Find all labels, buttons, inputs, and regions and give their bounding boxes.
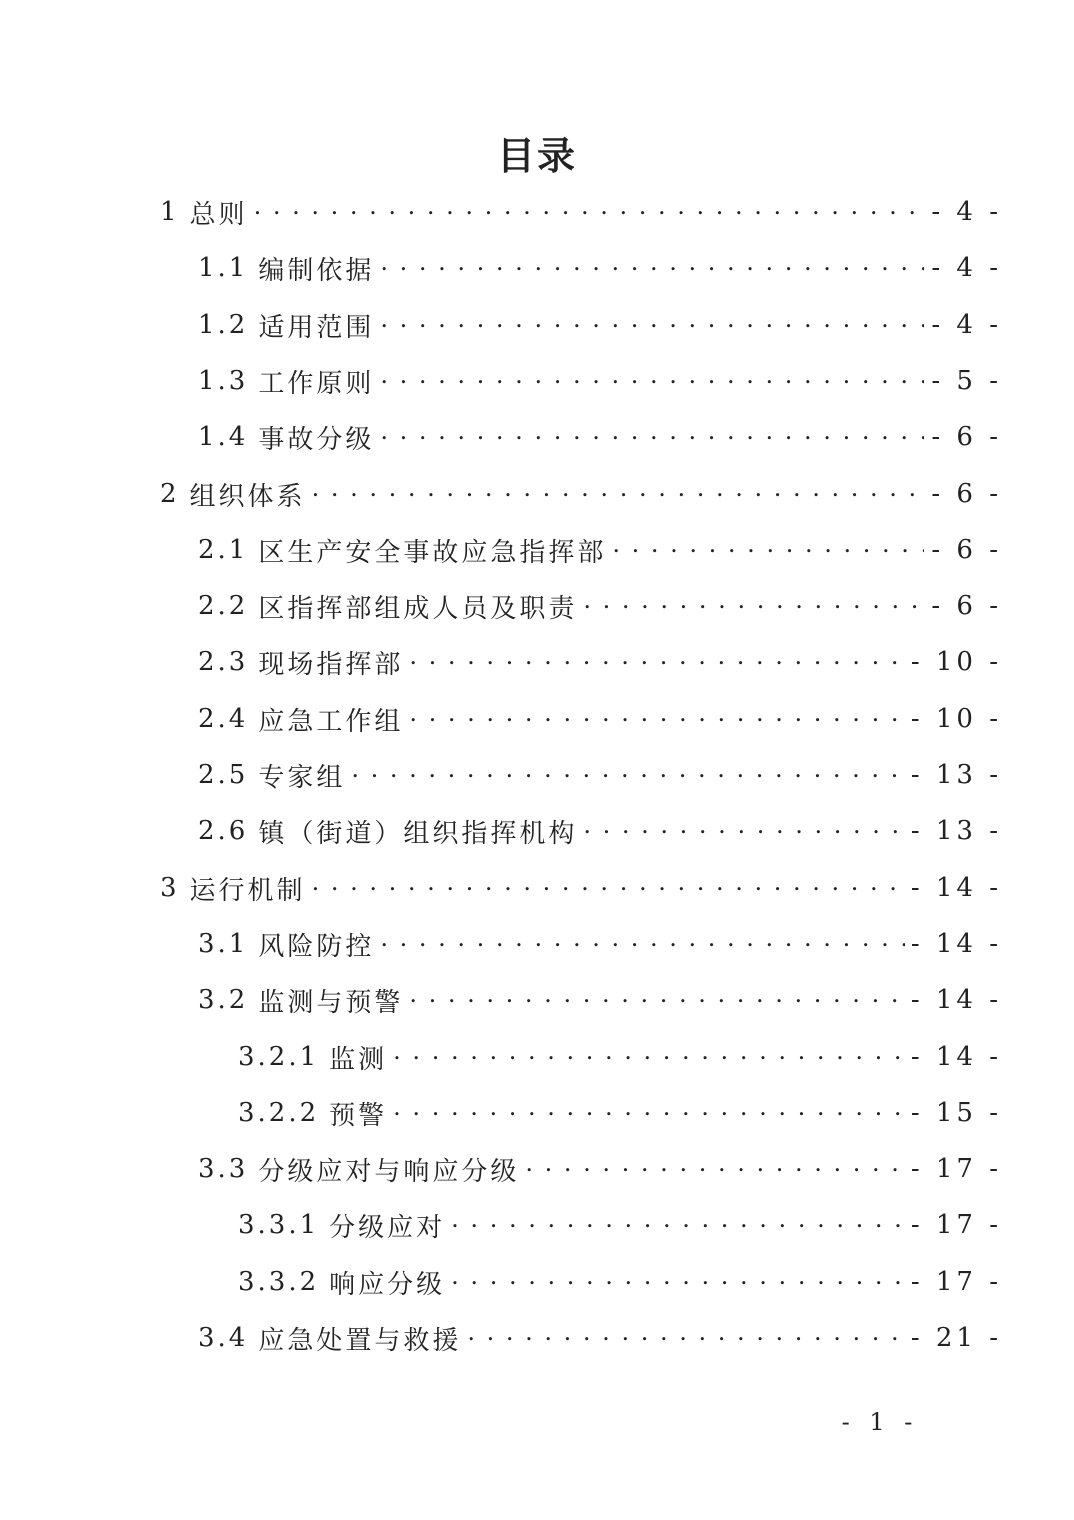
toc-entry-leader-dots <box>525 1141 904 1197</box>
toc-entry-title: 专家组 <box>258 762 346 793</box>
toc-entry-leader-dots <box>393 1029 905 1085</box>
toc-entry-leader-dots <box>409 972 904 1028</box>
toc-entry-number: 3.3.2 <box>238 1267 320 1297</box>
toc-entry-page: - 13 - <box>910 760 1002 790</box>
toc-entry-page: - 14 - <box>910 985 1002 1015</box>
toc-entry-leader-dots <box>380 353 924 409</box>
toc-entry-page: - 5 - <box>931 366 1002 396</box>
toc-entry[interactable] <box>198 409 1002 465</box>
toc-entry-leader-dots <box>583 803 904 859</box>
toc-entry-page: - 4 - <box>931 310 1002 340</box>
toc-entry-leader-dots <box>393 1085 905 1141</box>
toc-entry-title: 编制依据 <box>258 255 375 286</box>
toc-entry-title: 区指挥部组成人员及职责 <box>258 593 578 624</box>
toc-entry-title: 工作原则 <box>258 368 375 399</box>
toc-entry[interactable] <box>198 634 1002 690</box>
toc-entry-leader-dots <box>380 240 924 296</box>
toc-entry-title: 响应分级 <box>329 1269 446 1300</box>
toc-entry-page: - 14 - <box>910 873 1002 903</box>
toc-entry[interactable] <box>238 1029 1002 1085</box>
toc-entry[interactable] <box>238 1197 1002 1253</box>
toc-entry-leader-dots <box>312 466 924 522</box>
toc-title: 目录 <box>496 134 577 178</box>
toc-entry-number: 2.3 <box>198 647 249 677</box>
toc-entry-number: 1.4 <box>198 422 249 452</box>
toc-entry-page: - 17 - <box>910 1267 1002 1297</box>
toc-entry-title: 分级应对与响应分级 <box>258 1156 520 1187</box>
toc-entry-page: - 10 - <box>910 704 1002 734</box>
toc-entry-title: 事故分级 <box>258 424 375 455</box>
toc-entry-page: - 10 - <box>910 647 1002 677</box>
toc-entry-title: 预警 <box>329 1100 388 1131</box>
toc-entry-title: 组织体系 <box>189 481 306 512</box>
toc-entry-title: 风险防控 <box>258 931 375 962</box>
toc-entry-page: - 17 - <box>910 1154 1002 1184</box>
toc-entry-title: 适用范围 <box>258 312 375 343</box>
toc-entry-title: 监测与预警 <box>258 987 404 1018</box>
toc-entry-title: 镇（街道）组织指挥机构 <box>258 818 578 849</box>
toc-entry-title: 总则 <box>189 199 248 230</box>
toc-entry[interactable] <box>198 747 1002 803</box>
toc-entry[interactable] <box>198 691 1002 747</box>
toc-entry[interactable] <box>198 240 1002 296</box>
toc-entry-leader-dots <box>583 578 924 634</box>
toc-entry[interactable] <box>160 860 1002 916</box>
toc-entry-leader-dots <box>467 1310 904 1366</box>
toc-entry[interactable] <box>198 1310 1002 1366</box>
toc-entry-page: - 4 - <box>931 197 1002 227</box>
toc-entry-title: 应急工作组 <box>258 706 404 737</box>
toc-entry[interactable] <box>198 972 1002 1028</box>
toc-entry-number: 2 <box>160 479 180 509</box>
toc-entry[interactable] <box>198 353 1002 409</box>
toc-entry-number: 2.6 <box>198 816 249 846</box>
toc-entry[interactable] <box>160 466 1002 522</box>
toc-entry-number: 3.4 <box>198 1323 249 1353</box>
toc-entry-page: - 14 - <box>910 1042 1002 1072</box>
toc-entry-title: 应急处置与救援 <box>258 1325 462 1356</box>
toc-entry[interactable] <box>198 578 1002 634</box>
toc-entry-number: 1.1 <box>198 253 249 283</box>
toc-entry[interactable] <box>198 522 1002 578</box>
toc-entry-leader-dots <box>351 747 904 803</box>
toc-entry-number: 2.5 <box>198 760 249 790</box>
toc-entry[interactable] <box>198 803 1002 859</box>
toc-entry-title: 现场指挥部 <box>258 649 404 680</box>
toc-entry[interactable] <box>198 916 1002 972</box>
toc-entry-title: 分级应对 <box>329 1212 446 1243</box>
toc-entry[interactable] <box>238 1085 1002 1141</box>
toc-entry-number: 1.3 <box>198 366 249 396</box>
toc-entry-page: - 6 - <box>931 422 1002 452</box>
page-number: - 1 - <box>841 1408 919 1436</box>
toc-entry[interactable] <box>160 184 1002 240</box>
toc-entry-number: 2.2 <box>198 591 249 621</box>
toc-entry-number: 3.2.1 <box>238 1042 320 1072</box>
toc-entry-number: 3.3.1 <box>238 1210 320 1240</box>
toc-entry-page: - 14 - <box>910 929 1002 959</box>
toc-entry-page: - 6 - <box>931 479 1002 509</box>
toc-entry-number: 1 <box>160 197 180 227</box>
toc-entry-title: 区生产安全事故应急指挥部 <box>258 537 607 568</box>
toc-entry-number: 1.2 <box>198 310 249 340</box>
toc-entry-leader-dots <box>312 860 905 916</box>
toc-entry-number: 3.1 <box>198 929 249 959</box>
toc-entry-title: 监测 <box>329 1044 388 1075</box>
toc-entry-number: 2.1 <box>198 535 249 565</box>
toc-entry[interactable] <box>198 1141 1002 1197</box>
toc-entry-leader-dots <box>409 634 904 690</box>
toc-entry-page: - 13 - <box>910 816 1002 846</box>
toc-entry-leader-dots <box>451 1197 905 1253</box>
toc-entry-leader-dots <box>380 916 904 972</box>
toc-entry-page: - 6 - <box>931 535 1002 565</box>
toc-entry-page: - 6 - <box>931 591 1002 621</box>
toc-entry-number: 3.2.2 <box>238 1098 320 1128</box>
toc-entry-leader-dots <box>409 691 904 747</box>
toc-entry-leader-dots <box>254 184 924 240</box>
toc-entry-leader-dots <box>380 409 924 465</box>
toc-entry-leader-dots <box>380 297 924 353</box>
toc-entry[interactable] <box>238 1254 1002 1310</box>
toc-entry-number: 3 <box>160 873 180 903</box>
toc-entry-leader-dots <box>612 522 924 578</box>
toc-entry-page: - 21 - <box>910 1323 1002 1353</box>
toc-entry-page: - 17 - <box>910 1210 1002 1240</box>
toc-entry-number: 3.2 <box>198 985 249 1015</box>
toc-entry-title: 运行机制 <box>189 875 306 906</box>
toc-entry-number: 3.3 <box>198 1154 249 1184</box>
toc-entry[interactable] <box>198 297 1002 353</box>
toc-entry-page: - 15 - <box>910 1098 1002 1128</box>
toc-entry-number: 2.4 <box>198 704 249 734</box>
toc-entry-leader-dots <box>451 1254 905 1310</box>
toc-entry-page: - 4 - <box>931 253 1002 283</box>
